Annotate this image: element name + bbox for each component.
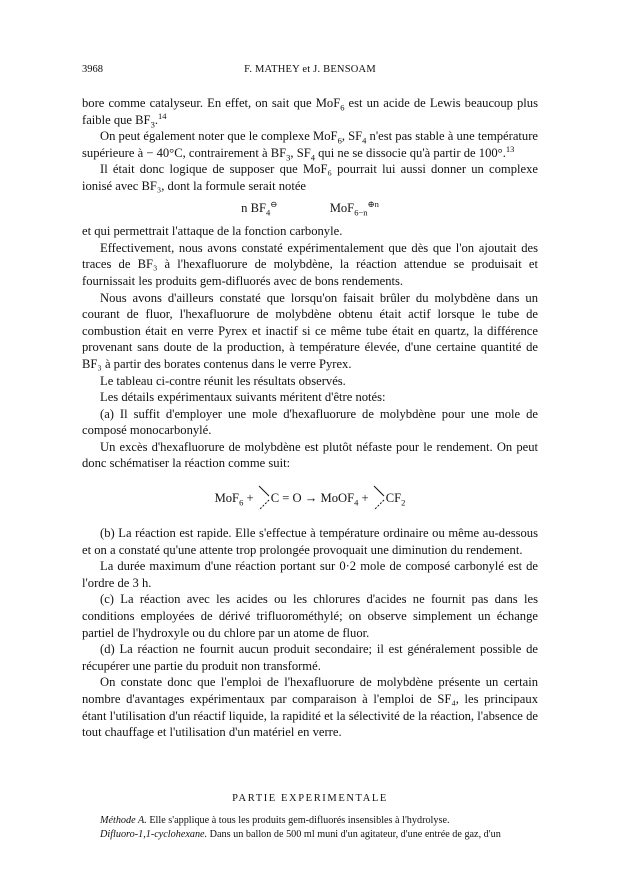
bond-lines-icon (373, 484, 385, 512)
plus-sign: + (243, 490, 257, 505)
product-cf2: $CF_2$ (385, 490, 406, 508)
paragraph-detail-a: (a) Il suffit d'employer une mole d'hexafluorure de molybdène pour une mole de composé monocarbonylé. (82, 406, 538, 438)
method-label: Méthode A. (100, 815, 147, 826)
ionic-complex-formula (82, 200, 538, 217)
plus-sign-2: + (358, 490, 372, 505)
compound-text: Dans un ballon de 500 ml muni d'un agitateur, d'une entrée de gaz, d'un (207, 829, 501, 840)
paragraph-duration: La durée maximum d'une réaction portant sur 0·2 mole de composé carbonylé est de l'ordre de 3 h. (82, 559, 538, 590)
article-body (82, 95, 538, 741)
reactant-mof6: MoF$_6$ (214, 490, 244, 508)
paragraph-bf3-traces: Effectivement, nous avons constaté expérimentalement que dès que l'on ajoutait des traces de BF₃ à l'hexafluorure de molybdène, la réaction attendue se produisait et fournissait les produits gem-difluorés avec de bons rendements. (82, 240, 538, 288)
formula-left: n $BF_4^⊖$ (241, 198, 278, 218)
paragraph-pyrex-quartz: Nous avons d'ailleurs constaté que lorsqu'on faisait brûler du molybdène dans un courant de fluor, l'hexafluorure de molybdène obtenu était actif lorsque le tube de combustion était en verre Pyrex et inactif si ce même tube était en quartz, la différence provenant sans doute de la production, à température élevée, d'une certaine quantité de BF₃ à partir des borates contenus dans le verre Pyrex. (82, 290, 538, 371)
product-moof4: MoOF$_4$ (320, 490, 359, 508)
paragraph-complex-stability: On peut également noter que le complexe MoF$_6$, $SF_4$ n'est pas stable à une température supérieure à − 40°C, contrairement à $BF_3$, $SF_4$ qui ne se dissocie qu'à partir de 100°.$^{13}$ (82, 129, 538, 163)
paragraph-advantages: On constate donc que l'emploi de l'hexafluorure de molybdène présente un certain nombre d'avantages expérimentaux par comparaison à l'emploi de SF₄, les principaux étant l'utilisation d'un réactif liquide, la rapidité et la sélectivité de la réaction, l'absence de tout chauffage et l'utilisation d'un matériel en verre. (82, 675, 538, 740)
paragraph-table-note: Le tableau ci-contre réunit les résultats observés. (100, 373, 346, 388)
formula-right: MoF$_{6-n}^{\oplus n}$ (329, 198, 379, 218)
reaction-arrow: → (301, 490, 321, 505)
running-header (82, 64, 538, 80)
compound-procedure (82, 828, 538, 842)
running-authors: F. MATHEY et J. BENSOAM (244, 64, 376, 75)
method-text: Elle s'applique à tous les produits gem-difluorés insensibles à l'hydrolyse. (146, 815, 450, 826)
carbonyl-group: C = O (270, 490, 302, 505)
paragraph-hypothesis: Il était donc logique de supposer que MoF₆ pourrait lui aussi donner un complexe ionisé avec BF₃, dont la formule serait notée (82, 162, 538, 193)
paragraph-excess: Un excès d'hexafluorure de molybdène est plutôt néfaste pour le rendement. On peut donc schématiser la réaction comme suit: (82, 439, 538, 471)
paragraph-detail-b: (b) La réaction est rapide. Elle s'effectue à température ordinaire ou même au-dessous et on a constaté qu'une attente trop prolongée provoquait une diminution du rendement. (82, 526, 538, 557)
page-number: 3968 (82, 64, 103, 75)
paragraph-detail-c: (c) La réaction avec les acides ou les chlorures d'acides ne fournit pas dans les conditions employées de dérivé trifluorométhylé; on observe simplement un échange partiel de l'hydroxyle ou du chlore par un atome de fluor. (82, 592, 538, 640)
method-a (82, 814, 538, 828)
paragraph-details-intro: Les détails expérimentaux suivants méritent d'être notés: (100, 390, 386, 405)
experimental-section (82, 814, 538, 842)
bond-lines-icon (258, 484, 270, 512)
section-title: PARTIE EXPERIMENTALE (232, 793, 388, 804)
paragraph-carbonyl-attack: et qui permettrait l'attaque de la fonction carbonyle. (82, 224, 343, 239)
compound-label: Difluoro-1,1-cyclohexane. (100, 829, 208, 840)
paragraph-catalyst: bore comme catalyseur. En effet, on sait que MoF$_6$ est un acide de Lewis beaucoup plus faible que $BF_3.^{14}$ (82, 96, 538, 130)
paragraph-detail-d: (d) La réaction ne fournit aucun produit secondaire; il est généralement possible de récupérer une partie du produit non transformé. (82, 642, 538, 673)
reaction-scheme (82, 483, 538, 513)
